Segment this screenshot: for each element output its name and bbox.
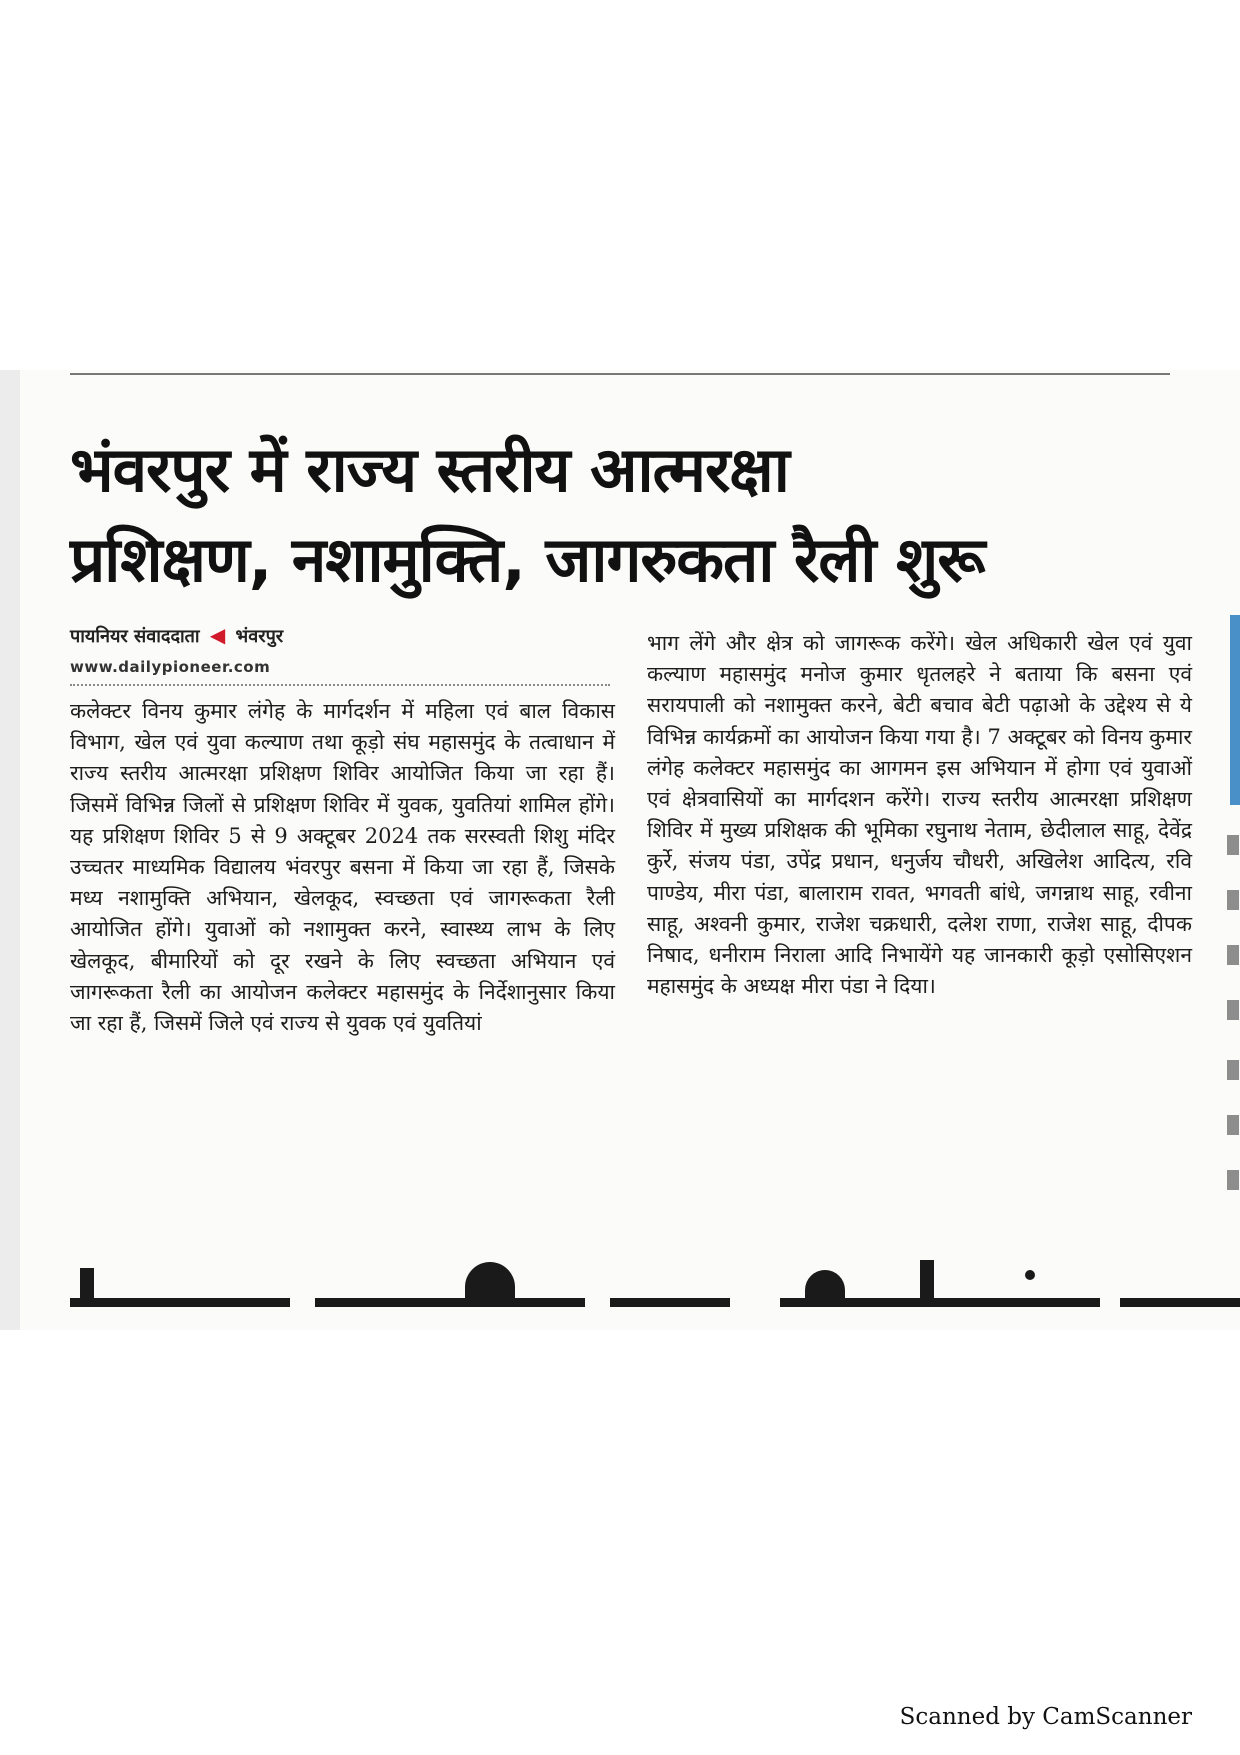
byline-divider [70, 684, 610, 686]
cut-glyph [1227, 945, 1239, 965]
article-column-right: भाग लेंगे और क्षेत्र को जागरूक करेंगे। खेल अधिकारी खेल एवं युवा कल्याण महासमुंद मनोज कुमार धृतलहरे ने बताया कि बसना एवं सरायपाली को नशामुक्त करने, बेटी बचाव बेटी पढ़ाओ के उद्देश्य से ये विभिन्न कार्यक्रमों का आयोजन किया गया है। 7 अक्टूबर को विनय कुमार लंगेह कलेक्टर महासमुंद का आगमन इस अभियान में होगा एवं युवाओं एवं क्षेत्रवासियों का मार्गदशन करेंगे। राज्य स्तरीय आत्मरक्षा प्रशिक्षण शिविर में मुख्य प्रशिक्षक की भूमिका रघुनाथ नेताम, छेदीलाल साहू, देवेंद्र कुर्रे, संजय पंडा, उपेंद्र प्रधान, धनुर्जय चौधरी, अखिलेश आदित्य, रवि पाण्डेय, मीरा पंडा, बालाराम रावत, भगवती बांधे, जगन्नाथ साहू, रवीना साहू, अश्वनी कुमार, राजेश चक्रधारी, दलेश राणा, राजेश साहू, दीपक निषाद, धनीराम निराला आदि निभायेंगे यह जानकारी कूड़ो एसोसिएशन महासमुंद के अध्यक्ष मीरा पंडा ने दिया। [647, 631, 1192, 999]
cut-glyph [1227, 1000, 1239, 1020]
clipping-left-margin [0, 370, 20, 1330]
article-column-left: कलेक्टर विनय कुमार लंगेह के मार्गदर्शन में महिला एवं बाल विकास विभाग, खेल एवं युवा कल्याण तथा कूड़ो संघ महासमुंद के तत्वाधान में राज्य स्तरीय आत्मरक्षा प्रशिक्षण शिविर आयोजित किया जा रहा हैं। जिसमें विभिन्न जिलों से प्रशिक्षण शिविर में युवक, युवतियां शामिल होंगे। यह प्रशिक्षण शिविर 5 से 9 अक्टूबर 2024 तक सरस्वती शिशु मंदिर उच्चतर माध्यमिक विद्यालय भंवरपुर बसना में किया जा रहा हैं, जिसके मध्य नशामुक्ति अभियान, खेलकूद, स्वच्छता एवं जागरूकता रैली आयोजित होंगे। युवाओं को नशामुक्त करने, स्वास्थ्य लाभ के लिए खेलकूद, बीमारियों को दूर रखने के लिए स्वच्छता अभियान एवं जागरूकता रैली का आयोजन कलेक्टर महासमुंद के निर्देशानुसार किया जा रहा हैं, जिसमें जिले एवं राज्य से युवक एवं युवतियां [70, 699, 615, 1036]
headline-stroke [465, 1262, 515, 1300]
adjacent-article-edge [1225, 370, 1240, 1330]
arrow-icon: ◀ [209, 623, 226, 647]
headline-stroke [1120, 1298, 1240, 1307]
cut-glyph [1227, 1115, 1239, 1135]
headline-stroke [70, 1298, 290, 1307]
cut-off-previous-text [70, 370, 1200, 375]
headline-stroke [80, 1268, 94, 1302]
headline-line-1: भंवरपुर में राज्य स्तरीय आत्मरक्षा [70, 433, 789, 506]
next-headline-cut [70, 1240, 1240, 1330]
byline-reporter: पायनियर संवाददाता [70, 626, 200, 647]
headline-stroke [1025, 1270, 1035, 1280]
scanner-watermark: Scanned by CamScanner [899, 1704, 1192, 1730]
newspaper-clipping [0, 370, 1240, 1330]
cut-glyph [1227, 1170, 1239, 1190]
headline-stroke [805, 1270, 845, 1300]
headline-stroke [920, 1260, 934, 1300]
headline-stroke [610, 1298, 730, 1307]
headline-line-2: प्रशिक्षण, नशामुक्ति, जागरुकता रैली शुरू [70, 523, 985, 596]
cut-glyph [1227, 835, 1239, 855]
byline [70, 623, 610, 648]
website-url: www.dailypioneer.com [70, 658, 271, 676]
adjacent-image-strip [1230, 615, 1240, 805]
headline-stroke [315, 1298, 585, 1307]
cut-glyph [1227, 890, 1239, 910]
cut-glyph [1227, 1060, 1239, 1080]
byline-location: भंवरपुर [235, 626, 284, 647]
